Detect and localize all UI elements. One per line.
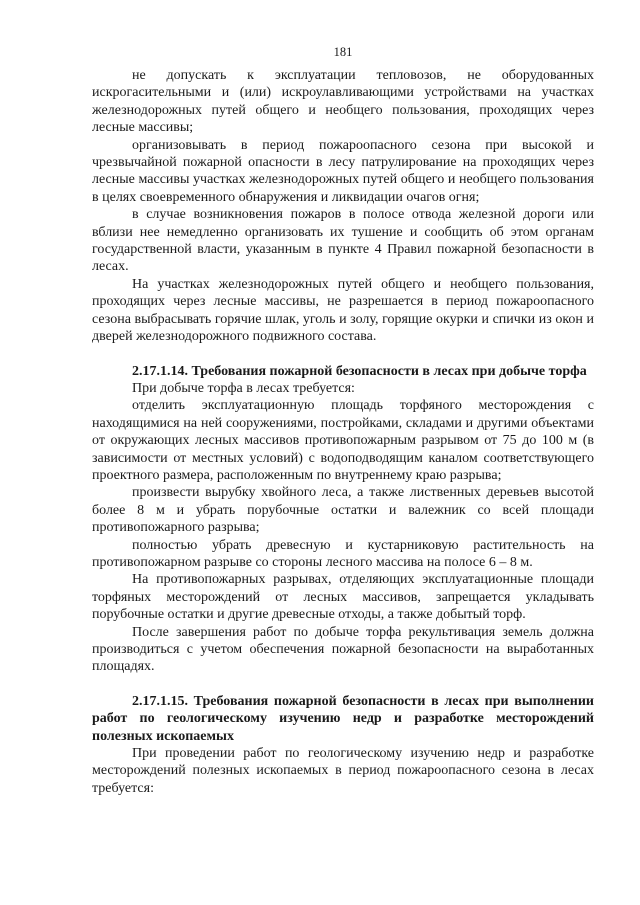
paragraph: При добыче торфа в лесах требуется: bbox=[132, 380, 355, 396]
section-heading: 2.17.1.15. Требования пожарной безопасности в лесах при выполнении работ по геологическому изучению недр и разработке месторождений полезных ископаемых bbox=[92, 693, 594, 744]
section-spacer bbox=[92, 676, 594, 693]
section-spacer bbox=[92, 346, 594, 363]
paragraph: в случае возникновения пожаров в полосе отвода железной дороги или вблизи нее немедленно организовать их тушение и сообщить об этом органам государственной власти, указанным в пункте 4 Правил пожарной безопасности в лесах. bbox=[92, 207, 594, 275]
page-number: 181 bbox=[333, 45, 353, 59]
paragraph: При проведении работ по геологическому изучению недр и разработке месторождений полезных ископаемых в период пожароопасного сезона в лесах требуется: bbox=[92, 746, 594, 796]
paragraph: произвести вырубку хвойного леса, а также лиственных деревьев высотой более 8 м и убрать порубочные остатки и валежник со всей площади противопожарного разрыва; bbox=[92, 485, 594, 536]
paragraph: полностью убрать древесную и кустарниковую растительность на противопожарном разрыве со стороны лесного массива на полосе 6 – 8 м. bbox=[92, 537, 594, 570]
paragraph: На участках железнодорожных путей общего и необщего пользования, проходящих через лесные массивы, не разрешается в период пожароопасного сезона выбрасывать горячие шлак, уголь и золу, горящие окурки и спички из окон и дверей железнодорожного подвижного состава. bbox=[92, 276, 594, 345]
document-page bbox=[92, 44, 594, 797]
paragraph: На противопожарных разрывах, отделяющих эксплуатационные площади торфяных месторождений от лесных массивов, запрещается укладывать порубочные остатки и другие древесные отходы, а также добытый торф. bbox=[92, 572, 594, 623]
paragraph: не допускать к эксплуатации тепловозов, не оборудованных искрогасительными и (или) искроулавливающими устройствами на участках железнодорожных путей общего и необщего пользования, проходящих через лесные массивы; bbox=[92, 68, 594, 136]
paragraph: организовывать в период пожароопасного сезона при высокой и чрезвычайной пожарной опасности в лесу патрулирование на проходящих через лесные массивы участках железнодорожных путей общего и необщего пользования в целях своевременного обнаружения и ликвидации очагов огня; bbox=[92, 137, 594, 205]
paragraph: После завершения работ по добыче торфа рекультивация земель должна производиться с учетом обеспечения пожарной безопасности на выработанных площадях. bbox=[92, 624, 594, 675]
document-body bbox=[92, 67, 594, 797]
section-heading: 2.17.1.14. Требования пожарной безопасности в лесах при добыче торфа bbox=[132, 363, 587, 379]
paragraph: отделить эксплуатационную площадь торфяного месторождения с находящимися на ней сооружениями, постройками, складами и другими объектами от окружающих лесных массивов противопожарным разрывом от 75 до 100 м (в зависимости от местных условий) с водоподводящим каналом соответствующего проектного размера, расположенным по внутреннему краю разрыва; bbox=[92, 398, 594, 483]
